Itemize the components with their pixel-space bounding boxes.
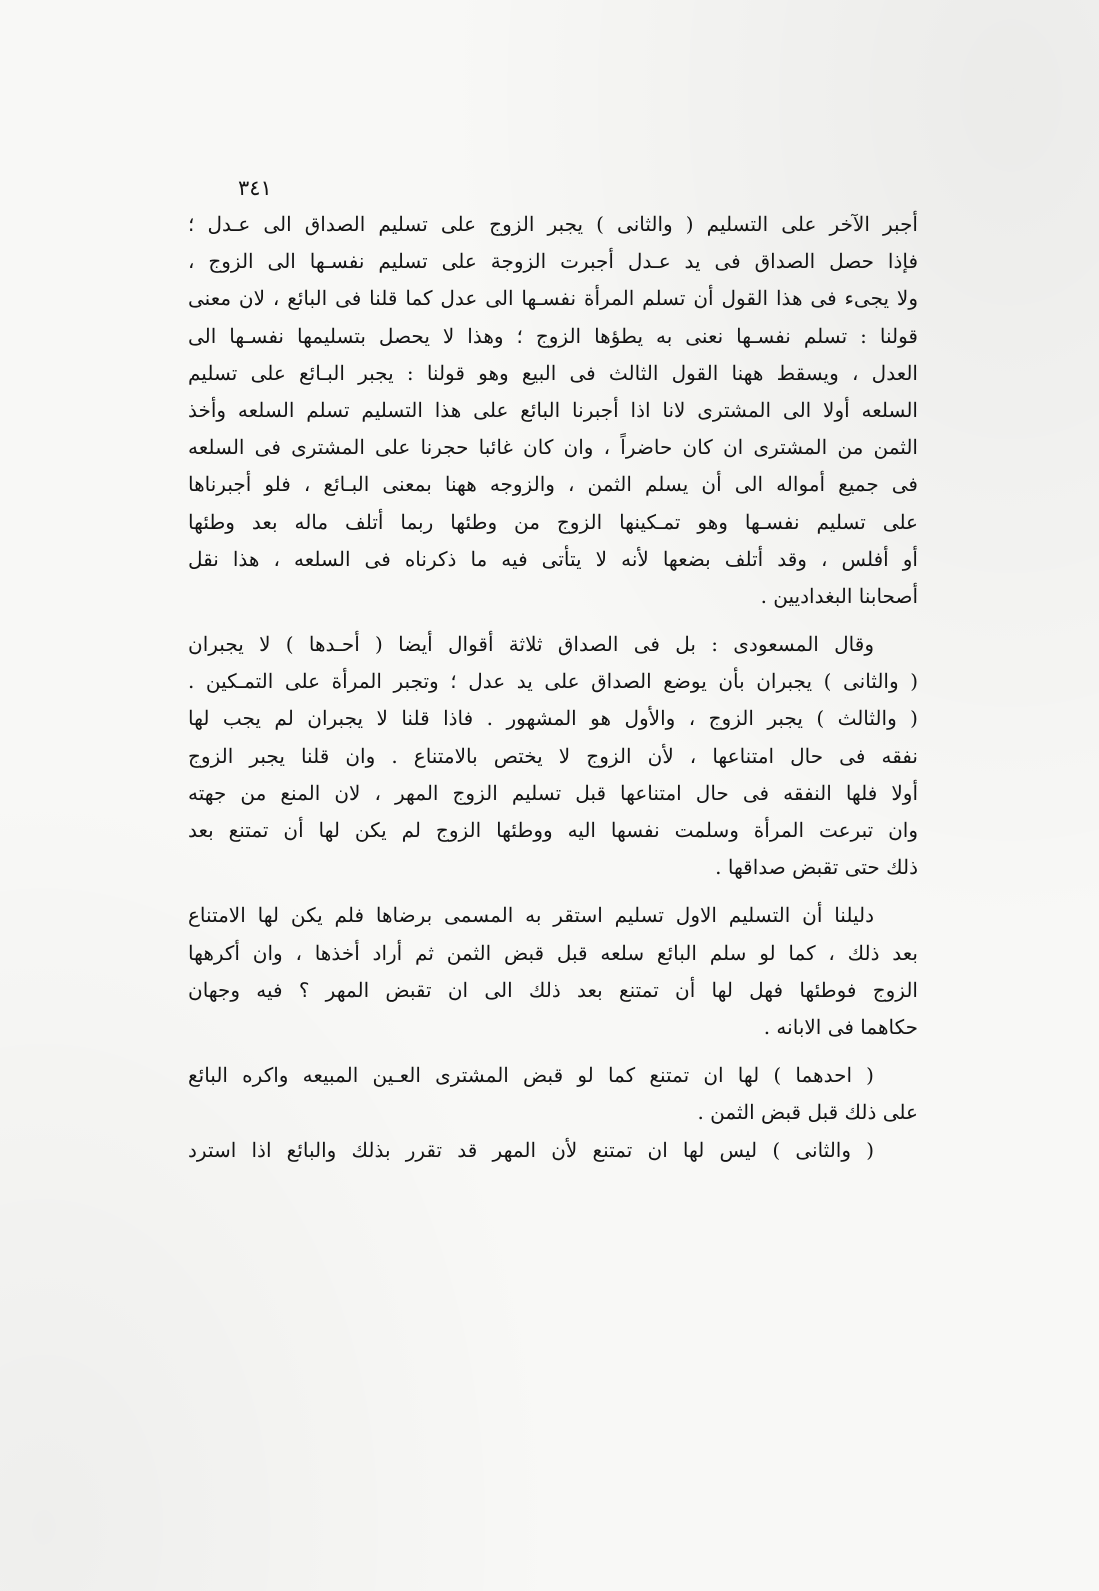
text-line: أو أفلس ، وقد أتلف بضعها لأنه لا يتأتى فيه ما ذكرناه فى السلعه ، هذا نقل	[188, 546, 918, 571]
text-line: حكاهما فى الابانه .	[763, 1014, 918, 1039]
text-line: فى جميع أمواله الى أن يسلم الثمن ، والزوجه ههنا بمعنى البـائع ، فلو أجبرناها	[188, 472, 918, 497]
text-line: ( والثالث ) يجبر الزوج ، والأول هو المشهور . فاذا قلنا لا يجبران لم يجب لها	[188, 706, 918, 731]
text-line: دليلنا أن التسليم الاول تسليم استقر به المسمى برضاها فلم يكن لها الامتناع	[188, 903, 874, 928]
text-line: على ذلك قبل قبض الثمن .	[697, 1100, 918, 1125]
text-line: بعد ذلك ، كما لو سلم البائع سلعه قبل قبض الثمن ثم أراد أخذها ، وان أكرهها	[188, 940, 918, 965]
text-line: ( والثانى ) يجبران بأن يوضع الصداق على يد عدل ؛ وتجبر المرأة على التمـكين .	[188, 669, 918, 694]
paragraph-gap	[188, 886, 918, 897]
text-line: أجبر الآخر على التسليم ( والثانى ) يجبر الزوج على تسليم الصداق الى عـدل ؛	[188, 212, 918, 236]
text-line: فإذا حصل الصداق فى يد عـدل أجبرت الزوجة على تسليم نفسـها الى الزوج ،	[188, 249, 918, 274]
text-line: ولا يجىء فى هذا القول أن تسلم المرأة نفسـها الى عدل كما قلنا فى البائع ، لان معنى	[188, 286, 918, 311]
text-line: الثمن من المشترى ان كان حاضراً ، وان كان غائبا حجرنا على المشترى فى السلعه	[188, 435, 918, 460]
body-text	[188, 206, 918, 1169]
text-line: ذلك حتى تقبض صداقها .	[715, 855, 918, 880]
text-line: وقال المسعودى : بل فى الصداق ثلاثة أقوال أيضا ( أحـدها ) لا يجبران	[188, 632, 874, 657]
text-line: قولنا : تسلم نفسـها نعنى به يطؤها الزوج ؛ وهذا لا يحصل بتسليمها نفسـها الى	[188, 323, 918, 348]
text-line: نفقه فى حال امتناعها ، لأن الزوج لا يختص بالامتناع . وان قلنا يجبر الزوج	[188, 743, 918, 768]
paragraph-gap	[188, 615, 918, 626]
page-number: ٣٤١	[238, 176, 272, 200]
text-line: الزوج فوطئها فهل لها أن تمتنع بعد ذلك الى ان تقبض المهر ؟ فيه وجهان	[188, 977, 918, 1002]
text-line: ( احدهما ) لها ان تمتنع كما لو قبض المشترى العـين المبيعه واكره البائع	[188, 1063, 874, 1088]
paragraph-gap	[188, 1046, 918, 1057]
text-line: أولا فلها النفقه فى حال امتناعها قبل تسليم الزوج المهر ، لان المنع من جهته	[188, 780, 918, 805]
text-line: السلعه أولا الى المشترى لانا اذا أجبرنا البائع على هذا التسليم تسلم السلعه وأخذ	[188, 397, 918, 422]
text-line: أصحابنا البغداديين .	[760, 583, 918, 608]
text-line: على تسليم نفسـها وهو تمـكينها الزوج من وطئها ربما أتلف ماله بعد وطئها	[188, 509, 918, 534]
text-line: العدل ، ويسقط ههنا القول الثالث فى البيع وهو قولنا : يجبر البـائع على تسليم	[188, 360, 918, 385]
text-line: ( والثانى ) ليس لها ان تمتنع لأن المهر قد تقرر بذلك والبائع اذا استرد	[188, 1137, 874, 1162]
text-line: وان تبرعت المرأة وسلمت نفسها اليه ووطئها الزوج لم يكن لها أن تمتنع بعد	[188, 818, 918, 842]
